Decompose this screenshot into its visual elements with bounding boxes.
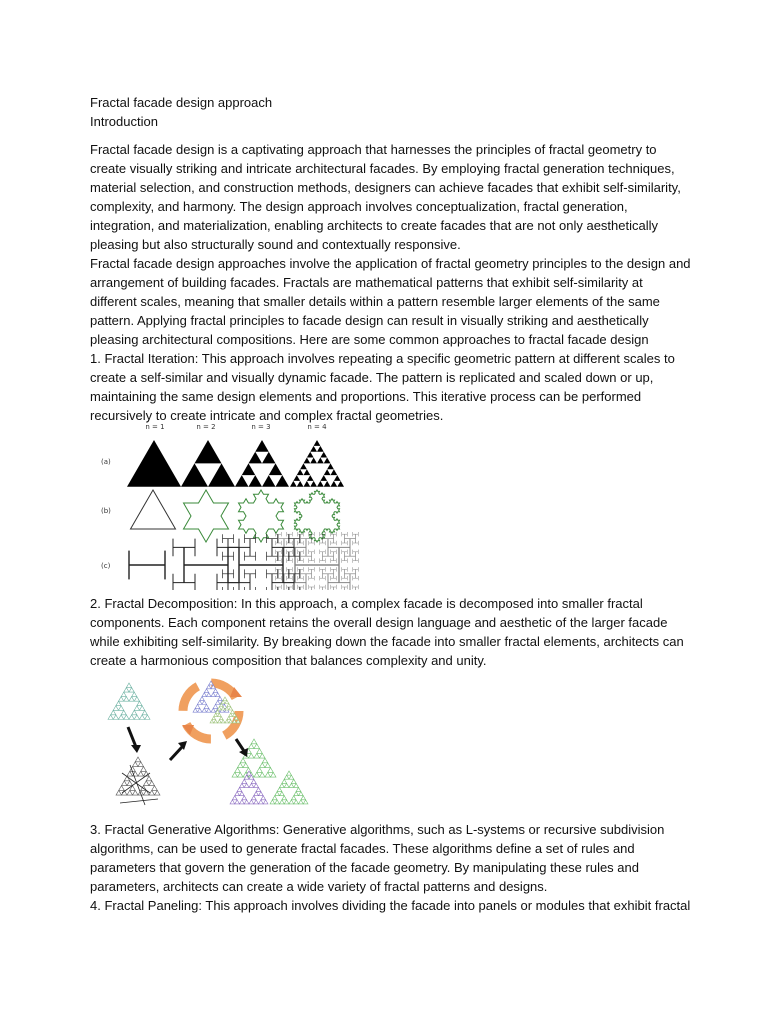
paragraph-line: Fractal facade design approaches involve the application of fractal geometry principles to the design and	[90, 256, 691, 271]
paragraph-line: integration, and materialization, enabling architects to create facades that are not only aesthetically	[90, 218, 659, 233]
sierpinski-triangle	[108, 683, 150, 719]
paragraph-line: material selection, and construction methods, designers can achieve facades that exhibit self-similarity,	[90, 180, 681, 195]
fractal-iteration-figure	[95, 420, 360, 590]
column-label: n = 2	[196, 423, 216, 431]
list-item-line: algorithms, can be used to generate fractal facades. These algorithms define a set of rules and	[90, 841, 635, 856]
sierpinski-triangle	[116, 757, 160, 795]
koch-row	[131, 490, 340, 542]
arrow-icon	[128, 727, 141, 753]
h-tree	[276, 532, 359, 590]
fractal-decomposition-figure	[100, 675, 325, 815]
document-title: Fractal facade design approach	[90, 95, 273, 110]
h-tree	[129, 551, 165, 580]
column-label: n = 4	[307, 423, 327, 431]
row-label: (c)	[101, 562, 111, 570]
column-label: n = 3	[251, 423, 271, 431]
paragraph-line: pleasing but also structurally sound and contextually responsive.	[90, 237, 461, 252]
paragraph-line: Fractal facade design is a captivating approach that harnesses the principles of fractal geometry to	[90, 142, 657, 157]
introduction-heading: Introduction	[90, 114, 158, 129]
list-item-line: 1. Fractal Iteration: This approach involves repeating a specific geometric pattern at different scales to	[90, 351, 675, 366]
list-item-line: 3. Fractal Generative Algorithms: Generative algorithms, such as L-systems or recursive subdivision	[90, 822, 665, 837]
paragraph-line: pleasing architectural compositions. Here are some common approaches to fractal facade design	[90, 332, 649, 347]
sierpinski-triangle	[181, 440, 235, 487]
paragraph-line: pattern. Applying fractal principles to facade design can result in visually striking and aesthetically	[90, 313, 649, 328]
sierpinski-triangle	[270, 771, 308, 804]
list-item-line: recursively to create intricate and complex fractal geometries.	[90, 408, 444, 423]
list-item-line: while exhibiting self-similarity. By breaking down the facade into smaller fractal elements, architects can	[90, 634, 684, 649]
row-label: (a)	[101, 458, 111, 466]
paragraph-line: different scales, meaning that smaller details within a pattern resemble larger elements of the same	[90, 294, 660, 309]
list-item-line: 2. Fractal Decomposition: In this approach, a complex facade is decomposed into smaller fractal	[90, 596, 643, 611]
list-item-line: components. Each component retains the overall design language and aesthetic of the larger facade	[90, 615, 668, 630]
h-tree-row	[129, 532, 358, 590]
sierpinski-row	[127, 440, 344, 487]
arrow-icon	[236, 739, 248, 757]
column-label: n = 1	[145, 423, 165, 431]
list-item-line: create a harmonious composition that balances complexity and unity.	[90, 653, 487, 668]
list-item-line: maintaining the same design elements and proportions. This iterative process can be performed	[90, 389, 642, 404]
sierpinski-triangle	[127, 440, 181, 487]
row-label: (b)	[101, 507, 111, 515]
koch-curve	[131, 490, 176, 529]
paragraph-line: complexity, and harmony. The design approach involves conceptualization, fractal generation,	[90, 199, 628, 214]
sierpinski-triangle	[290, 440, 344, 487]
list-item-line: parameters that govern the generation of the facade geometry. By manipulating these rules and	[90, 860, 639, 875]
list-item-line: create a self-similar and visually dynamic facade. The pattern is replicated and scaled down or up,	[90, 370, 654, 385]
paragraph-line: create visually striking and intricate architectural facades. By employing fractal generation techniques,	[90, 161, 675, 176]
list-item-line: 4. Fractal Paneling: This approach involves dividing the facade into panels or modules that exhibit fractal	[90, 898, 691, 913]
koch-curve	[184, 490, 229, 542]
arrow-icon	[170, 741, 187, 760]
list-item-line: parameters, architects can create a wide variety of fractal patterns and designs.	[90, 879, 548, 894]
sierpinski-triangle	[235, 440, 289, 487]
paragraph-line: arrangement of building facades. Fractals are mathematical patterns that exhibit self-similarity at	[90, 275, 643, 290]
